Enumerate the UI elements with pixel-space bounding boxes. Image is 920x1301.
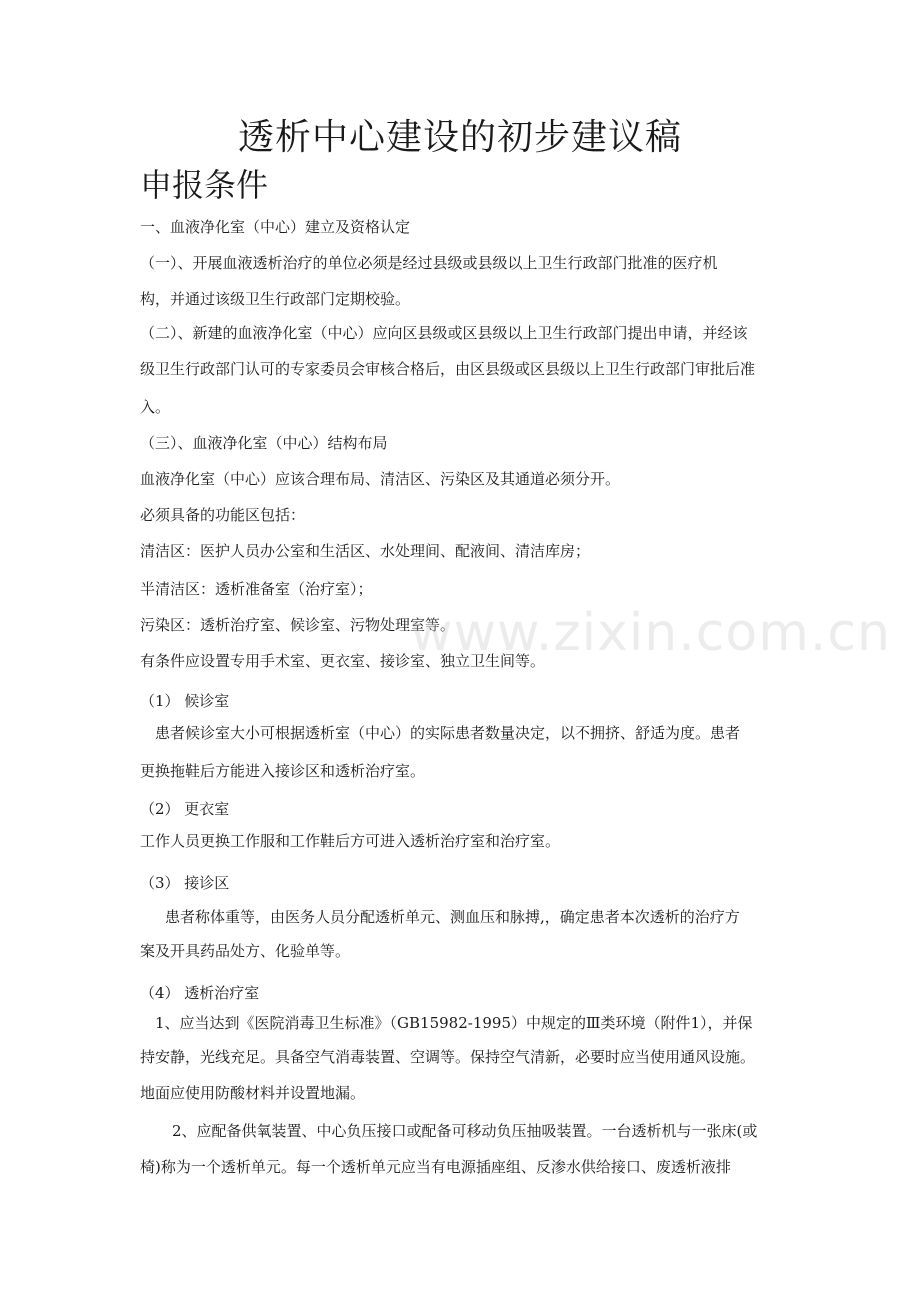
- paragraph-line: 构，并通过该级卫生行政部门定期校验。: [140, 290, 411, 308]
- item-heading: （3） 接诊区: [140, 874, 230, 892]
- paragraph-line: 级卫生行政部门认可的专家委员会审核合格后，由区县级或区县级以上卫生行政部门审批后准: [140, 360, 756, 378]
- item-heading: （4） 透析治疗室: [140, 984, 260, 1002]
- paragraph-line: 2、应配备供氧装置、中心负压接口或配备可移动负压抽吸装置。一台透析机与一张床(或: [172, 1122, 758, 1140]
- paragraph-line: 椅)称为一个透析单元。每一个透析单元应当有电源插座组、反渗水供给接口、废透析液排: [140, 1158, 731, 1176]
- paragraph-line: 患者称体重等，由医务人员分配透析单元、测血压和脉搏,，确定患者本次透析的治疗方: [165, 908, 740, 926]
- paragraph-line: 有条件应设置专用手术室、更衣室、接诊室、独立卫生间等。: [140, 652, 546, 670]
- paragraph-line: （三）、血液净化室（中心）结构布局: [140, 434, 388, 452]
- paragraph-line: 必须具备的功能区包括：: [140, 506, 306, 524]
- paragraph-line: 半清洁区：透析准备室（治疗室）；: [140, 580, 373, 598]
- item-heading: （1） 候诊室: [140, 692, 230, 710]
- paragraph-line: 地面应使用防酸材料并设置地漏。: [140, 1084, 366, 1102]
- paragraph-line: 更换拖鞋后方能进入接诊区和透析治疗室。: [140, 762, 426, 780]
- paragraph-line: 血液净化室（中心）应该合理布局、清洁区、污染区及其通道必须分开。: [140, 470, 621, 488]
- paragraph-line: 清洁区：医护人员办公室和生活区、水处理间、配液间、清洁库房；: [140, 542, 591, 560]
- document-title: 透析中心建设的初步建议稿: [237, 117, 682, 158]
- paragraph-line: 1、应当达到《医院消毒卫生标准》（GB15982-1995）中规定的Ⅲ类环境（附件1），并保: [155, 1014, 753, 1032]
- section-heading: 申报条件: [140, 166, 269, 204]
- paragraph-line: 持安静，光线充足。具备空气消毒装置、空调等。保持空气清新，必要时应当使用通风设施。: [140, 1048, 756, 1066]
- paragraph-line: 工作人员更换工作服和工作鞋后方可进入透析治疗室和治疗室。: [140, 832, 561, 850]
- paragraph-line: 案及开具药品处方、化验单等。: [140, 942, 351, 960]
- paragraph-line: 患者候诊室大小可根据透析室（中心）的实际患者数量决定，以不拥挤、舒适为度。患者: [155, 724, 741, 742]
- paragraph-line: （二）、新建的血液净化室（中心）应向区县级或区县级以上卫生行政部门提出申请，并经该: [140, 324, 748, 342]
- watermark: www.zixin.com.cn: [410, 603, 891, 663]
- item-heading: （2） 更衣室: [140, 800, 230, 818]
- paragraph-line: 入。: [140, 398, 171, 416]
- paragraph-line: （一）、开展血液透析治疗的单位必须是经过县级或县级以上卫生行政部门批准的医疗机: [140, 254, 718, 272]
- paragraph-line: 一、血液净化室（中心）建立及资格认定: [140, 218, 411, 236]
- paragraph-line: 污染区：透析治疗室、候诊室、污物处理室等。: [140, 616, 456, 634]
